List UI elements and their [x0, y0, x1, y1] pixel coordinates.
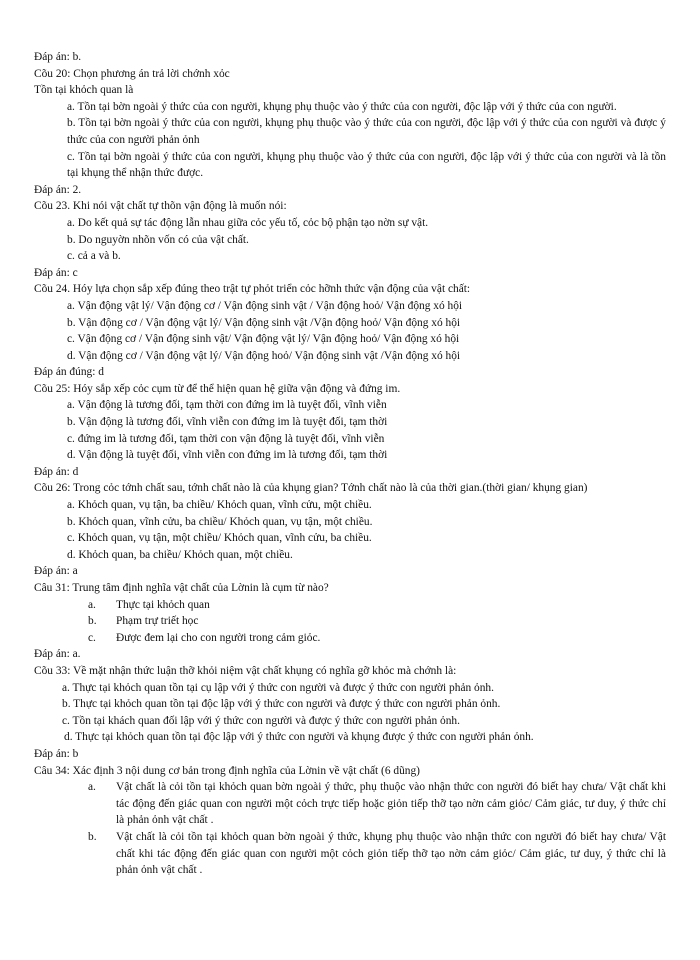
option-label: a.: [88, 598, 96, 611]
question-25-option-b: b. Vận động là tương đối, vĩnh viễn con đứng im là tuyệt đối, tạm thời: [67, 416, 388, 429]
question-25-title: Cõu 25: Hóy sắp xếp cỏc cụm từ để thể hiện quan hệ giữa vận động và đứng im.: [34, 382, 401, 395]
question-31-title: Câu 31: Trung tâm định nghĩa vật chất của Lờnin là cụm từ nào?: [34, 582, 329, 594]
question-26-title: Cõu 26: Trong cỏc tớnh chất sau, tớnh chất nào là của khụng gian? Tớnh chất nào là của thời gian.(thời gian/ khụng gian): [34, 482, 588, 495]
question-26-option-d: d. Khỏch quan, ba chiều/ Khỏch quan, một chiều.: [67, 548, 293, 561]
question-24-title: Cõu 24. Hóy lựa chọn sắp xếp đúng theo trật tự phỏt triển cỏc hỡnh thức vận động của vật chất:: [34, 283, 471, 296]
question-34-title: Câu 34: Xác định 3 nội dung cơ bản trong định nghĩa của Lờnin về vật chất (6 dũng): [34, 764, 420, 777]
question-23-option-a: a. Do kết quả sự tác động lẫn nhau giữa cỏc yếu tố, cỏc bộ phận tạo nờn sự vật.: [67, 216, 429, 229]
question-34-option-a: [34, 779, 666, 829]
answer-31: Đáp án: a.: [34, 648, 81, 661]
option-text: Thực tại khỏch quan: [116, 598, 210, 611]
question-24-option-d: d. Vận động cơ / Vận động vật lý/ Vận động hoỏ/ Vận động sinh vật /Vận động xó hội: [67, 349, 461, 362]
answer-26: Đáp án: a: [34, 565, 78, 578]
question-20-option-a: a. Tồn tại bờn ngoài ý thức của con người, khụng phụ thuộc vào ý thức của con người, độc lập với ý thức của con người.: [67, 100, 617, 113]
question-26-option-b: b. Khỏch quan, vĩnh cửu, ba chiều/ Khỏch quan, vụ tận, một chiều.: [67, 515, 373, 528]
question-24-option-a: a. Vận động vật lý/ Vận động cơ / Vận động sinh vật / Vận động hoỏ/ Vận động xó hội: [67, 299, 463, 312]
question-25-option-c: c. đứng im là tương đối, tạm thời con vận động là tuyệt đối, vĩnh viễn: [67, 432, 385, 445]
option-label: a.: [88, 781, 96, 794]
option-text: Vật chất là cỏi tồn tại khỏch quan bờn ngoài ý thức, phụ thuộc vào nhận thức con người đó biết hay chưa/ Vật chất khi tác động đến giác quan con người một cỏch trực tiếp hoặc giỏn tiếp thỡ tạo nờn cảm giỏc/ Cảm giác, tư duy, ý thức chỉ là phản ỏnh vật chất .: [116, 781, 666, 827]
question-33-option-b: b. Thực tại khỏch quan tồn tại độc lập với ý thức con người và được ý thức con người phản ỏnh.: [62, 698, 501, 711]
question-24-option-c: c. Vận động cơ / Vận động sinh vật/ Vận động vật lý/ Vận động hoỏ/ Vận động xó hội: [67, 333, 460, 346]
answer-20: Đáp án: 2.: [34, 183, 82, 196]
question-31-option-a: [34, 597, 666, 614]
option-label: b.: [88, 830, 97, 843]
quiz-content: [34, 49, 666, 879]
question-33-option-c: c. Tồn tại khách quan đối lập với ý thức con người và được ý thức con người phản ỏnh.: [62, 714, 460, 727]
question-34-option-b: [34, 829, 666, 879]
question-20-option-b: b. Tồn tại bờn ngoài ý thức của con người, khụng phụ thuộc vào ý thức của con người, độc lập với ý thức của con người và được ý thức của con người phản ỏnh: [67, 117, 666, 146]
answer-19: Đáp án: b.: [34, 51, 82, 63]
question-25-option-a: a. Vận động là tương đối, tạm thời con đứng im là tuyệt đối, vĩnh viễn: [67, 399, 387, 412]
question-20-option-c: c. Tồn tại bờn ngoài ý thức của con người, khụng phụ thuộc vào ý thức của con người, độc lập với ý thức của con người và là tồn tại khụng thể nhận thức được.: [67, 150, 666, 180]
question-20-stem: Tồn tại khỏch quan là: [34, 84, 134, 97]
option-label: b.: [88, 615, 97, 628]
question-25-option-d: d. Vận động là tuyệt đối, vĩnh viễn con đứng im là tương đối, tạm thời: [67, 449, 388, 462]
question-23-option-b: b. Do nguyờn nhõn vốn có của vật chất.: [67, 233, 249, 246]
answer-23: Đáp án: c: [34, 266, 78, 279]
question-23-option-c: c. cả a và b.: [67, 250, 121, 263]
question-31-option-c: [34, 630, 666, 647]
question-23-title: Cõu 23. Khi nói vật chất tự thõn vận động là muốn nói:: [34, 200, 287, 213]
question-24-option-b: b. Vận động cơ / Vận động vật lý/ Vận động sinh vật /Vận động hoỏ/ Vận động xó hội: [67, 316, 461, 329]
question-33-option-a: a. Thực tại khỏch quan tồn tại cụ lập với ý thức con người và được ý thức con người phản ỏnh.: [62, 681, 494, 694]
question-33-title: Cõu 33: Về mặt nhận thức luận thỡ khỏi niệm vật chất khụng có nghĩa gỡ khỏc mà chớnh là:: [34, 664, 457, 677]
answer-25: Đáp án: d: [34, 465, 79, 478]
question-31-option-b: [34, 613, 666, 630]
question-20-title: Cõu 20: Chọn phương án trả lời chớnh xỏc: [34, 67, 230, 80]
answer-24: Đáp án đúng: d: [34, 366, 104, 379]
option-text: Vật chất là cỏi tồn tại khỏch quan bờn ngoài ý thức, khụng phụ thuộc vào nhận thức con người đó biết hay chưa/ Vật chất khi tác động đến giác quan con người một cỏch giỏn tiếp thỡ tạo nờn cảm giỏc/ Cảm giác, tư duy, ý thức chỉ là phản ỏnh vật chất .: [116, 830, 666, 877]
answer-33: Đáp án: b: [34, 747, 79, 760]
question-26-option-c: c. Khỏch quan, vụ tận, một chiều/ Khỏch quan, vĩnh cửu, ba chiều.: [67, 532, 372, 545]
option-text: Phạm trự triết học: [116, 615, 199, 628]
option-label: c.: [88, 631, 96, 644]
question-26-option-a: a. Khỏch quan, vụ tận, ba chiều/ Khỏch quan, vĩnh cửu, một chiều.: [67, 499, 372, 512]
option-text: Được đem lại cho con người trong cảm giỏc.: [116, 631, 321, 644]
question-33-option-d: d. Thực tại khỏch quan tồn tại độc lập với ý thức con người và khụng được ý thức con người phản ỏnh.: [64, 731, 534, 744]
